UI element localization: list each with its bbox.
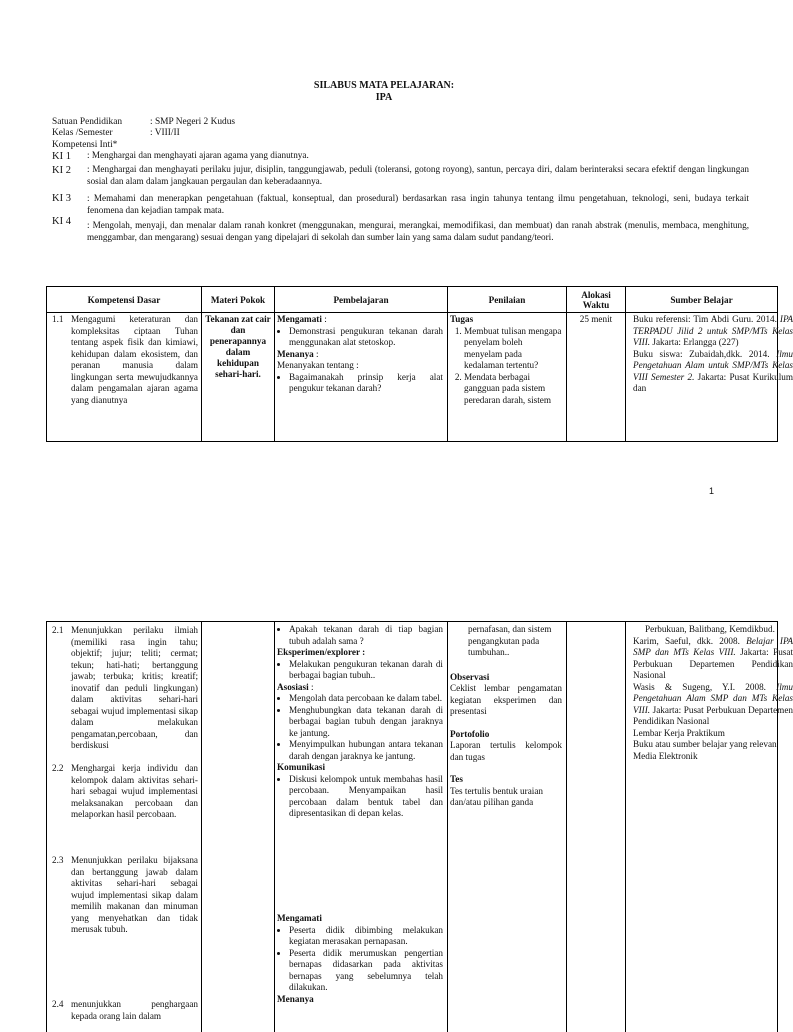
list-item: • Demonstrasi pengukuran tekanan darah menggunakan alat stetoskop.: [289, 326, 443, 349]
kd-number: 1.1: [52, 314, 64, 324]
list-item: 2. Mendata berbagai gangguan pada sistem peredaran darah, sistem: [464, 372, 562, 407]
asosiasi-list: [277, 693, 443, 762]
menanya-list: [277, 372, 443, 395]
meta-satuan-value: : SMP Negeri 2 Kudus: [150, 117, 236, 127]
meta-kelas-value: : VIII/II: [150, 128, 180, 138]
ki-text-3: : Memahami dan menerapkan pengetahuan (faktual, konseptual, dan prosedural) berdasarkan rasa ingin tahunya tentang ilmu pengetahuan, teknologi, seni, budaya terkait fenomena dan kejadian tampak mata.: [87, 193, 749, 215]
ki-code-2: KI 2: [52, 165, 71, 176]
header-alokasi-waktu: Alokasi Waktu: [581, 289, 611, 310]
ki-code-4: KI 4: [52, 216, 71, 227]
header-sumber-belajar: Sumber Belajar: [670, 294, 733, 305]
portofolio-text: Laporan tertulis kelompok dan tugas: [450, 740, 562, 762]
eksperimen-label: Eksperimen/explorer :: [277, 647, 366, 657]
ki-code-1: KI 1: [52, 151, 71, 162]
meta-satuan-label: Satuan Pendidikan: [52, 117, 123, 127]
mengamati-label: Mengamati: [277, 314, 322, 324]
menanya-label: Menanya: [277, 348, 314, 359]
kd-text: Menunjukkan perilaku bijaksana dan bertanggung jawab dalam aktivitas sehari-hari sebagai wujud implementasi sikap dalam memilih makanan dan minuman yang menyehatkan dan tidak merusak tubuh.: [71, 855, 198, 934]
asosiasi-label: Asosiasi: [277, 681, 309, 692]
penilaian-cell: [450, 314, 562, 406]
penilaian-cell: [450, 624, 562, 809]
header-pembelajaran: Pembelajaran: [333, 294, 389, 305]
sumber-ref-2: Buku siswa: Zubaidah,dkk. 2014. Ilmu Pengetahuan Alam untuk SMP/MTs Kelas VIII Semester 2. Jakarta: Pusat Kurikulum dan: [633, 348, 793, 393]
syllabus-table-part2: [46, 621, 793, 1032]
sumber-ref-karim: Karim, Saeful, dkk. 2008. Belajar IPA SMP dan MTs Kelas VIII. Jakarta: Pusat Perbukuan Departemen Pendidikan Nasional: [633, 635, 793, 680]
kd-text: Mengagumi keteraturan dan kompleksitas ciptaan Tuhan tentang aspek fisik dan kimiawi, kehidupan dalam ekosistem, dan peranan manusia dalam lingkungan serta mewujudkannya dalam pengamalan ajaran agama yang dianutnya: [71, 314, 198, 405]
header-kompetensi-dasar: Kompetensi Dasar: [87, 294, 161, 305]
ki-text-4: : Mengolah, menyaji, dan menalar dalam ranah konkret (menggunakan, mengurai, merangkai, memodifikasi, dan membuat) dan ranah abstrak (menulis, membaca, menghitung, menggambar, dan mengarang) sesuai dengan yang dipelajari di sekolah dan sumber lain yang sama dalam sudut pandang/teori.: [87, 220, 749, 242]
observasi-text: Ceklist lembar pengamatan kegiatan eksperimen dan presentasi: [450, 683, 562, 716]
penilaian-continued: pernafasan, dan sistem pengangkutan pada tumbuhan..: [468, 624, 552, 657]
tes-text: Tes tertulis bentuk uraian dan/atau pilihan ganda: [450, 785, 543, 807]
meta-kelas-label: Kelas /Semester: [52, 128, 113, 138]
list-item: • Menyimpulkan hubungan antara tekanan darah dengan jaraknya ke jantung.: [289, 739, 443, 762]
eksperimen-list: [277, 659, 443, 682]
portofolio-label: Portofolio: [450, 728, 490, 739]
sumber-belajar-cell: [633, 624, 793, 762]
sumber-ref-wasis: Wasis & Sugeng, Y.I. 2008. Ilmu Pengetahuan Alam SMP dan MTs Kelas VIII. Jakarta: Pusat Perbukuan Departemen Pendidikan Nasional: [633, 681, 793, 726]
sumber-ref-1: Buku referensi: Tim Abdi Guru. 2014. IPA TERPADU Jilid 2 untuk SMP/MTs Kelas VIII. Jakarta: Erlangga (227): [633, 314, 793, 347]
header-penilaian: Penilaian: [488, 294, 526, 305]
page-number: 1: [709, 486, 715, 496]
list-item: • Mengolah data percobaan ke dalam tabel.: [289, 693, 443, 705]
sumber-lkp: Lembar Kerja Praktikum: [633, 727, 725, 738]
syllabus-table-part1: [46, 286, 793, 442]
list-item: • Peserta didik merumuskan pengertian bernapas didasarkan pada aktivitas bernapas yang sebelumnya telah dilakukan.: [289, 948, 443, 994]
tes-label: Tes: [450, 774, 463, 784]
kd-text: Menunjukkan perilaku ilmiah (memiliki rasa ingin tahu; objektif; jujur; teliti; cermat; tekun; hati-hati; bertanggung jawab; terbuka; kritis; kreatif; inovatif dan peduli lingkungan) dalam aktivitas sehari-hari sebagai wujud implementasi sikap dalam melakukan pengamatan,percobaan, dan berdiskusi: [71, 625, 198, 750]
list-item: • Bagaimanakah prinsip kerja alat pengukur tekanan darah?: [289, 372, 443, 395]
tugas-list: [450, 326, 562, 407]
mengamati-list: [277, 925, 443, 994]
sumber-belajar-cell: [633, 314, 793, 395]
tugas-label: Tugas: [450, 314, 474, 324]
list-item: • Diskusi kelompok untuk membahas hasil percobaan. Menyampaikan hasil percobaan dalam bentuk tabel dan dipresentasikan di depan kelas.: [289, 774, 443, 820]
page-subtitle: IPA: [375, 92, 393, 103]
kd-text: Menghargai kerja individu dan kelompok dalam aktivitas sehari-hari sebagai wujud implementasi melaksanakan percobaan dan melaporkan hasil percobaan.: [71, 763, 198, 819]
ki-code-3: KI 3: [52, 193, 71, 204]
list-item: • Peserta didik dibimbing melakukan kegiatan merasakan pernapasan.: [289, 925, 443, 948]
meta-kelas: [52, 128, 180, 139]
ki-text-2: : Menghargai dan menghayati perilaku jujur, disiplin, tanggungjawab, peduli (toleransi, gotong royong), santun, percaya diri, dalam berinteraksi secara efektif dengan lingkungan sosial dan alam dalam jangkauan pergaulan dan keberadaannya.: [87, 164, 749, 186]
mengamati-list: [277, 326, 443, 349]
observasi-label: Observasi: [450, 671, 490, 682]
pembelajaran-cell: • Apakah tekanan darah di tiap bagian tubuh adalah sama ? Eksperimen/explorer : • Melakukan pengukuran tekanan darah di berbagai bagian tubuh.. Asosiasi : • Mengolah data percobaan ke dalam tabel. • Menghubungkan data tekanan darah di berbagai bagian tubuh dengan jaraknya ke jantung. • Menyimpulkan hubungan antara tekanan darah dengan jaraknya ke jantung. Komunikasi • Diskusi kelompok untuk membahas hasil percobaan. Menyampaikan hasil percobaan dalam bentuk tabel dan dipresentasikan di depan kelas.: [277, 624, 443, 820]
ki-heading: Kompetensi Inti*: [52, 140, 118, 150]
list-item: • Menghubungkan data tekanan darah di berbagai bagian tubuh dengan jaraknya ke jantung.: [289, 705, 443, 740]
list-item: • Melakukan pengukuran tekanan darah di berbagai bagian tubuh..: [289, 659, 443, 682]
komunikasi-label: Komunikasi: [277, 762, 325, 772]
header-materi-pokok: Materi Pokok: [210, 294, 266, 305]
pembelajaran-list: [277, 624, 443, 647]
alokasi-waktu: 25 menit: [579, 314, 613, 324]
menanya-intro: Menanyakan tentang :: [277, 360, 359, 370]
komunikasi-list: [277, 774, 443, 820]
materi-pokok: Tekanan zat cair dan penerapannya dalam kehidupan sehari-hari.: [205, 314, 271, 379]
pembelajaran-cell: Mengamati : • Demonstrasi pengukuran tekanan darah menggunakan alat stetoskop. Menanya : Menanyakan tentang : • Bagaimanakah prinsip kerja alat pengukur tekanan darah?: [277, 314, 443, 395]
page-title: SILABUS MATA PELAJARAN:: [313, 80, 455, 91]
menanya-label: Menanya: [277, 993, 314, 1004]
meta-satuan: [52, 117, 235, 128]
kd-number: 2.4: [52, 999, 64, 1009]
mengamati-label: Mengamati: [277, 913, 322, 923]
kd-number: 2.3: [52, 855, 64, 865]
ki-text-1: : Menghargai dan menghayati ajaran agama yang dianutnya.: [87, 150, 309, 160]
sumber-buku: Buku atau sumber belajar yang relevan: [633, 739, 777, 749]
pembelajaran-cell-2: [277, 913, 443, 1005]
kd-number: 2.2: [52, 763, 64, 773]
kd-number: 2.1: [52, 625, 64, 635]
kd-text: menunjukkan penghargaan kepada orang lain dalam: [71, 999, 198, 1021]
sumber-continued: Perbukuan, Balitbang, Kemdikbud.: [645, 624, 775, 634]
list-item: 1. Membuat tulisan mengapa penyelam boleh menyelam pada kedalaman tertentu?: [464, 326, 562, 372]
sumber-media: Media Elektronik: [633, 750, 698, 761]
list-item: • Apakah tekanan darah di tiap bagian tubuh adalah sama ?: [289, 624, 443, 647]
